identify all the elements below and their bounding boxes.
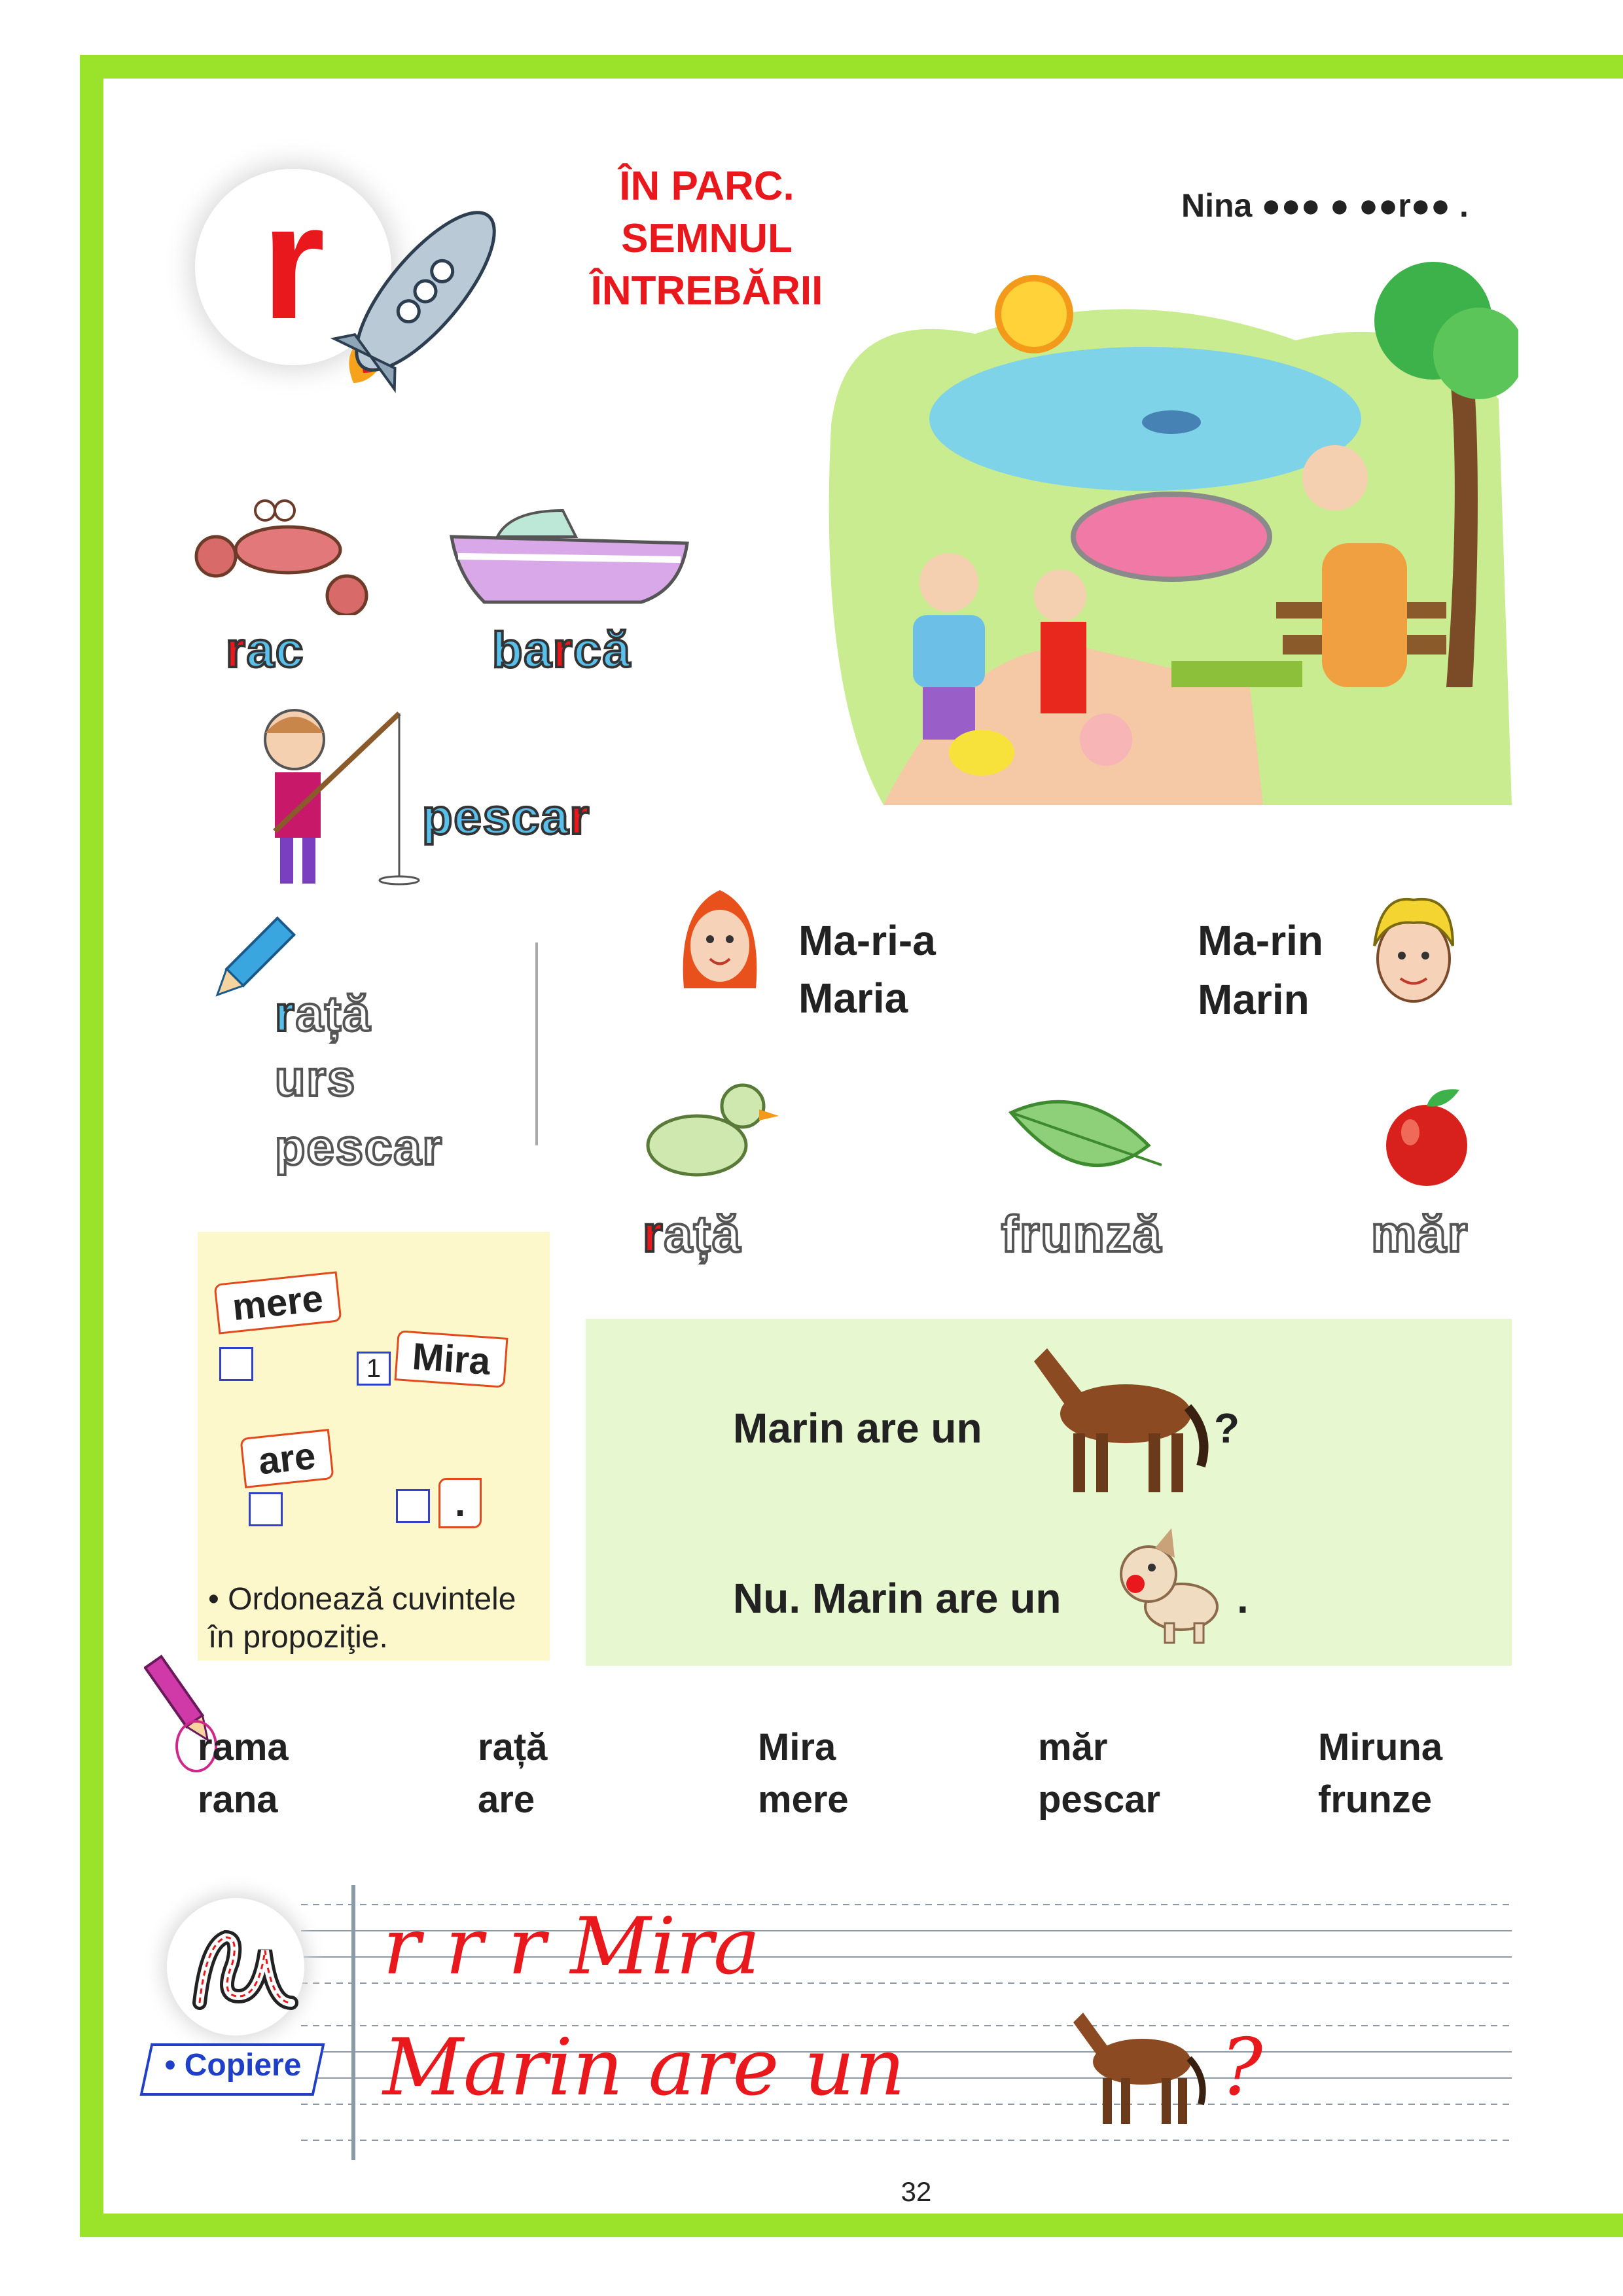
word-rata-rest: ață xyxy=(664,1205,742,1263)
fisherman-icon xyxy=(249,700,432,890)
word-rata-letter: r xyxy=(643,1205,664,1263)
duck-icon xyxy=(638,1073,782,1191)
dialog-question: Marin are un xyxy=(733,1405,982,1452)
crayfish-icon xyxy=(190,484,386,615)
word-mar: măr xyxy=(1371,1205,1469,1263)
rocket-icon xyxy=(327,187,517,403)
boat-icon xyxy=(445,497,694,615)
name-maria: Maria xyxy=(798,975,908,1022)
order-instruction-line-1: • Ordonează cuvintele xyxy=(208,1582,516,1617)
word-rac-rest: ac xyxy=(246,622,305,678)
page-frame-bottom xyxy=(80,2214,1623,2237)
word-barca-part2: că xyxy=(573,622,632,678)
marin-portrait-icon xyxy=(1361,887,1466,1018)
page-frame-left xyxy=(80,55,103,2237)
reading-column-4 xyxy=(1038,1721,1160,1826)
title-line-3: ÎNTREBĂRII xyxy=(590,268,823,314)
word-barca-part1: ba xyxy=(492,622,553,678)
reading-word: rama xyxy=(198,1726,289,1768)
reading-column-5 xyxy=(1318,1721,1442,1826)
leaf-icon xyxy=(1005,1086,1175,1191)
order-box-mere[interactable] xyxy=(219,1347,253,1381)
word-barca-letter: r xyxy=(552,622,574,678)
trace-word-rata-letter: r xyxy=(275,986,296,1042)
nina-puzzle: Nina ●●● ● ●●r●● . xyxy=(1181,187,1469,224)
reading-word: măr xyxy=(1038,1726,1108,1768)
word-barca xyxy=(492,622,632,679)
page-frame-top xyxy=(80,55,1623,79)
dialog-answer: Nu. Marin are un xyxy=(733,1575,1061,1622)
park-illustration xyxy=(805,229,1518,818)
word-card-are[interactable]: are xyxy=(240,1429,334,1488)
cursive-r-icon xyxy=(173,1905,304,2036)
word-pescar xyxy=(422,789,590,846)
word-rata xyxy=(643,1204,741,1264)
name-maria-syllables: Ma-ri-a xyxy=(798,917,936,964)
reading-word: Mira xyxy=(758,1726,836,1768)
puppy-icon xyxy=(1109,1522,1227,1646)
trace-word-urs: urs xyxy=(275,1051,357,1107)
name-marin-syllables: Ma-rin xyxy=(1198,917,1323,964)
word-rac-letter: r xyxy=(226,622,247,678)
word-pescar-part1: pesca xyxy=(422,789,570,845)
reading-column-1 xyxy=(198,1721,289,1826)
reading-word: are xyxy=(478,1778,535,1821)
reading-column-3 xyxy=(758,1721,849,1826)
maria-portrait-icon xyxy=(677,884,762,1014)
title-line-2: SEMNUL xyxy=(621,216,793,261)
trace-word-rata-rest: ață xyxy=(295,986,372,1042)
order-box-are[interactable] xyxy=(249,1492,283,1526)
page-number: 32 xyxy=(901,2176,932,2207)
trace-divider xyxy=(535,942,538,1145)
horse-small-icon xyxy=(1063,2003,1214,2127)
letter-r: r xyxy=(261,170,325,353)
word-card-mira[interactable]: Mira xyxy=(395,1330,508,1388)
word-frunza: frunză xyxy=(1001,1205,1162,1263)
reading-column-2 xyxy=(478,1721,547,1826)
order-box-mira[interactable]: 1 xyxy=(357,1352,391,1386)
apple-icon xyxy=(1374,1080,1479,1191)
trace-word-rata xyxy=(275,982,371,1047)
word-card-mere[interactable]: mere xyxy=(213,1271,342,1334)
word-pescar-letter: r xyxy=(569,789,591,845)
reading-word: mere xyxy=(758,1778,849,1821)
title-line-1: ÎN PARC. xyxy=(619,164,794,209)
word-card-period[interactable]: . xyxy=(438,1478,482,1528)
reading-word: rață xyxy=(478,1726,548,1768)
reading-word: Miruna xyxy=(1318,1726,1443,1768)
dialog-answer-period: . xyxy=(1237,1575,1249,1622)
order-instruction-line-2: în propoziţie. xyxy=(208,1620,388,1655)
order-instruction xyxy=(208,1581,516,1657)
reading-word: pescar xyxy=(1038,1778,1161,1821)
word-rac xyxy=(226,622,304,679)
reading-word: rana xyxy=(198,1778,278,1821)
trace-word-pescar: pescar xyxy=(275,1120,444,1175)
horse-icon xyxy=(1021,1335,1217,1499)
dialog-question-mark: ? xyxy=(1214,1405,1240,1452)
copy-label: • Copiere xyxy=(164,2048,302,2083)
order-box-period[interactable] xyxy=(396,1489,430,1523)
copy-line-2-end: ? xyxy=(1221,2022,1263,2113)
copy-line-1: r r r Mira xyxy=(383,1901,760,1992)
copy-line-2: Marin are un xyxy=(383,2022,906,2113)
name-marin: Marin xyxy=(1198,976,1310,1023)
reading-word: frunze xyxy=(1318,1778,1432,1821)
